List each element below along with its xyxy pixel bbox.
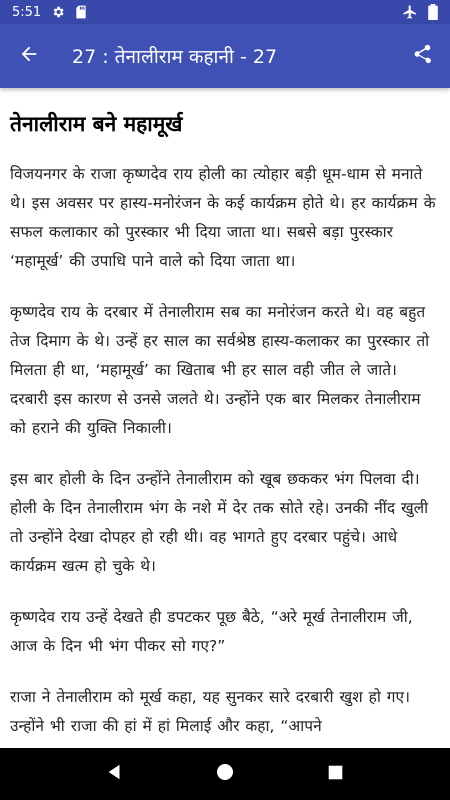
sd-card-icon [75, 5, 87, 19]
story-paragraph: विजयनगर के राजा कृष्णदेव राय होली का त्योहार बड़ी धूम-धाम से मनाते थे। इस अवसर पर हास्य-मनोरंजन के कई कार्यक्रम होते थे। हर कार्यक्रम के सफल कलाकार को पुरस्कार भी दिया जाता था। सबसे बड़ा पुरस्कार ‘महामूर्ख’ की उपाधि पाने वाले को दिया जाता था। [10, 165, 436, 270]
nav-back-button[interactable] [95, 754, 135, 794]
story-paragraph: कृष्णदेव राय उन्हें देखते ही डपटकर पूछ बैठे, “अरे मूर्ख तेनालीराम जी, आज के दिन भी भंग पीकर सो गए?” [10, 608, 413, 655]
back-button[interactable] [0, 24, 58, 88]
system-nav-bar [0, 748, 450, 800]
app-bar [0, 24, 450, 88]
share-icon [411, 43, 433, 69]
story-content[interactable] [0, 88, 450, 748]
story-paragraph: इस बार होली के दिन उन्होंने तेनालीराम को खूब छककर भंग पिलवा दी। होली के दिन तेनालीराम भंग के नशे में देर तक सोते रहे। उनकी नींद खुली तो उन्होंने देखा दोपहर हो रही थी। वह भागते हुए दरबार पहुंचे। आधे कार्यक्रम खत्म हो चुके थे। [10, 470, 429, 575]
story-paragraph: राजा ने तेनालीराम को मूर्ख कहा, यह सुनकर सारे दरबारी खुश हो गए। उन्होंने भी राजा की हां में हां मिलाई और कहा, “आपने [10, 688, 410, 735]
nav-recents-button[interactable] [315, 754, 355, 794]
home-circle-icon [215, 762, 235, 786]
story-paragraph: कृष्णदेव राय के दरबार में तेनालीराम सब का मनोरंजन करते थे। वह बहुत तेज दिमाग के थे। उन्हें हर साल का सर्वश्रेष्ठ हास्य-कलाकर का पुरस्कार तो मिलता ही था, ‘महामूर्ख’ का खिताब भी हर साल वही जीत ले जाते। दरबारी इस कारण से उनसे जलते थे। उन्होंने एक बार मिलकर तेनालीराम को हराने की युक्ति निकाली। [10, 303, 430, 437]
back-triangle-icon [106, 763, 124, 785]
gear-icon [51, 5, 65, 19]
status-bar [0, 0, 450, 24]
story-title: तेनालीराम बने महामूर्ख [10, 112, 183, 136]
recents-square-icon [327, 764, 344, 785]
app-title: 27 : तेनालीराम कहानी - 27 [72, 46, 278, 68]
status-time: 5:51 [12, 4, 42, 20]
airplane-icon [402, 4, 418, 20]
nav-home-button[interactable] [205, 754, 245, 794]
battery-icon [428, 4, 438, 20]
back-arrow-icon [18, 43, 40, 69]
share-button[interactable] [394, 24, 450, 88]
